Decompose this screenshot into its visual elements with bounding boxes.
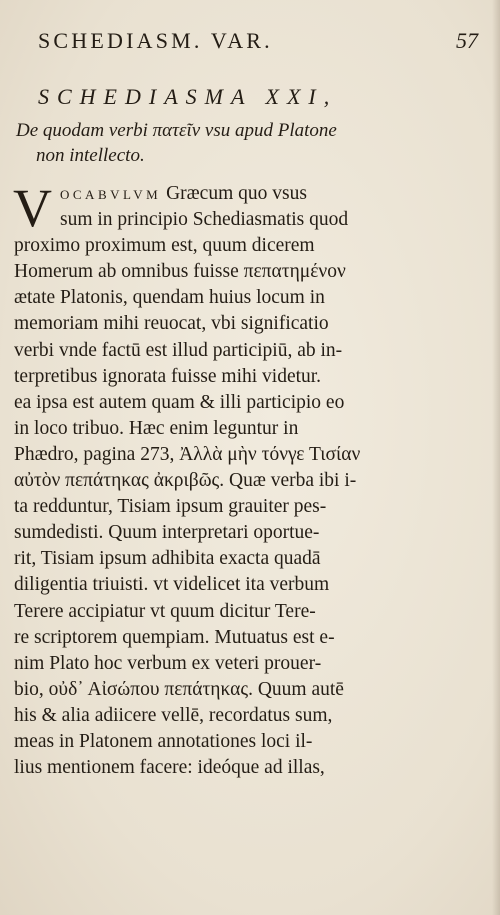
section-heading: SCHEDIASMA XXI, bbox=[38, 84, 338, 109]
body-line: re scriptorem quempiam. Mutuatus est e- bbox=[14, 626, 335, 648]
body-line: verbi vnde factū est illud participiū, ab in- bbox=[14, 339, 343, 361]
body-line: lius mentionem facere: ideóque ad illas, bbox=[14, 757, 325, 779]
section-subtitle bbox=[16, 118, 456, 168]
running-head bbox=[38, 28, 478, 58]
body-line: Terere accipiatur vt quum dicitur Tere- bbox=[14, 600, 316, 622]
body-line: in loco tribuo. Hæc enim leguntur in bbox=[14, 417, 299, 439]
body-line: ea ipsa est autem quam & illi participio eo bbox=[14, 391, 345, 413]
body-line: diligentia triuisti. vt videlicet ita verbum bbox=[14, 574, 330, 596]
body-text bbox=[13, 178, 474, 781]
body-line: sum in principio Schediasmatis quod bbox=[60, 209, 349, 231]
first-word: OCABVLVM bbox=[60, 187, 162, 202]
body-line: meas in Platonem annotationes loci il- bbox=[14, 730, 313, 752]
subtitle-line-2: non intellecto. bbox=[36, 145, 145, 166]
body-line: terpretibus ignorata fuisse mihi videtur. bbox=[14, 365, 322, 387]
body-line: Phædro, pagina 273, Ἀλλὰ μὴν τόνγε Τισίαν bbox=[14, 443, 361, 465]
body-line: Homerum ab omnibus fuisse πεπατημένον bbox=[14, 261, 346, 283]
body-line: sumdedisti. Quum interpretari oportue- bbox=[14, 522, 320, 544]
body-line: rit, Tisiam ipsum adhibita exacta quadā bbox=[14, 548, 321, 570]
body-line: ta redduntur, Tisiam ipsum grauiter pes- bbox=[14, 496, 327, 518]
body-line: memoriam mihi reuocat, vbi significatio bbox=[14, 313, 329, 335]
subtitle-line-1: De quodam verbi πατεῖν vsu apud Platone bbox=[16, 120, 337, 141]
body-line: ætate Platonis, quendam huius locum in bbox=[14, 287, 325, 309]
body-line: his & alia adiicere vellē, recordatus sum, bbox=[14, 704, 333, 726]
body-line: bio, οὐδ᾽ Αἰσώπου πεπάτηκας. Quum autē bbox=[14, 678, 344, 700]
running-title: SCHEDIASM. VAR. bbox=[38, 28, 273, 53]
body-line: nim Plato hoc verbum ex veteri prouer- bbox=[14, 652, 322, 674]
body-line: proximo proximum est, quum dicerem bbox=[14, 235, 315, 257]
page-edge-shadow bbox=[492, 0, 500, 915]
body-line: αὐτὸν πεπάτηκας ἀκριβῶς. Quæ verba ibi i- bbox=[14, 470, 357, 492]
body-line-text: Græcum quo vsus bbox=[161, 183, 307, 204]
drop-cap: V bbox=[13, 178, 52, 238]
body-line bbox=[14, 181, 474, 207]
page-number: 57 bbox=[456, 28, 478, 53]
